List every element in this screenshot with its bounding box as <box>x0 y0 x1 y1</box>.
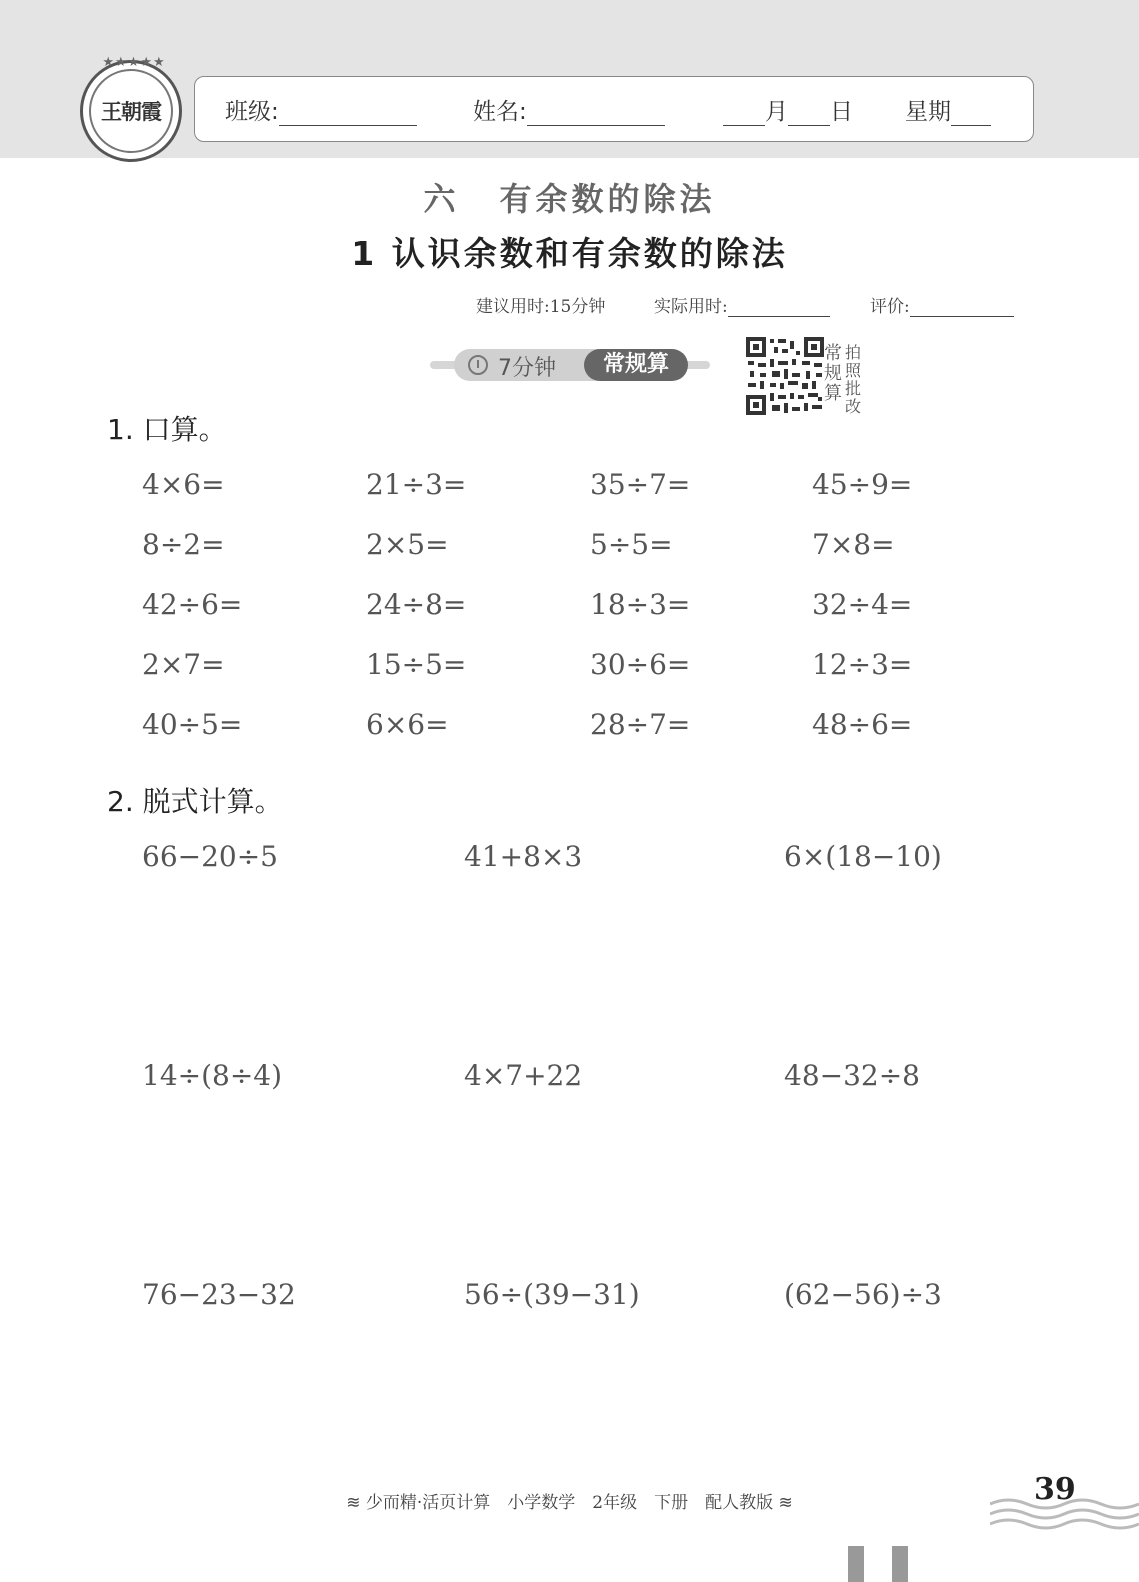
problem: 41+8×3 <box>464 840 583 873</box>
logo-inner-ring <box>89 69 173 153</box>
problem: 12÷3= <box>812 648 913 681</box>
qr-label-photo: 拍照批改 <box>844 343 861 416</box>
problem: 45÷9= <box>812 468 913 501</box>
problem: 28÷7= <box>590 708 691 741</box>
timer-type-label: 常规算 <box>584 349 688 381</box>
problem: (62−56)÷3 <box>784 1278 942 1311</box>
student-info-box <box>194 76 1034 142</box>
qr-code-icon[interactable] <box>746 337 824 415</box>
publisher-logo <box>80 55 182 162</box>
problem: 40÷5= <box>142 708 243 741</box>
timer-duration: 7分钟 <box>498 356 556 381</box>
rating-input-line[interactable] <box>910 297 1014 317</box>
weekday-label: 星期 <box>905 99 951 125</box>
class-field <box>225 93 417 126</box>
problem: 48÷6= <box>812 708 913 741</box>
problem: 18÷3= <box>590 588 691 621</box>
class-label: 班级: <box>225 99 279 125</box>
timer-badge <box>430 349 710 381</box>
month-input-line[interactable] <box>723 100 765 126</box>
name-field <box>473 93 665 126</box>
problem: 5÷5= <box>590 528 673 561</box>
unit-title <box>0 174 1139 220</box>
unit-name: 有余数的除法 <box>499 180 716 218</box>
problem: 2×5= <box>366 528 449 561</box>
name-input-line[interactable] <box>527 100 665 126</box>
weekday-field <box>905 93 991 126</box>
rating-label: 评价: <box>870 297 910 317</box>
month-label: 月 <box>765 99 788 125</box>
problem: 6×6= <box>366 708 449 741</box>
stopwatch-icon <box>468 355 488 375</box>
problem: 66−20÷5 <box>142 840 278 873</box>
lesson-title: 1 认识余数和有余数的除法 <box>351 234 788 273</box>
logo-text: 王朝霞 <box>101 99 161 124</box>
problem: 15÷5= <box>366 648 467 681</box>
unit-number: 六 <box>423 180 460 218</box>
problem: 14÷(8÷4) <box>142 1059 283 1092</box>
qr-label-regular: 常规算 <box>824 343 842 404</box>
problem: 6×(18−10) <box>784 840 942 873</box>
edge-tab-marker <box>848 1546 864 1582</box>
footer-book-info: ≋ 少而精·活页计算 小学数学 2年级 下册 配人教版 ≋ <box>346 1493 793 1513</box>
logo-stars: ★★★★★ <box>102 55 166 70</box>
problem: 2×7= <box>142 648 225 681</box>
problem: 42÷6= <box>142 588 243 621</box>
actual-time-label: 实际用时: <box>654 297 728 317</box>
problem: 30÷6= <box>590 648 691 681</box>
section2-title: 2. 脱式计算。 <box>107 785 283 818</box>
day-label: 日 <box>830 99 853 125</box>
problem: 48−32÷8 <box>784 1059 920 1092</box>
weekday-input-line[interactable] <box>951 100 991 126</box>
problem: 56÷(39−31) <box>464 1278 640 1311</box>
actual-time-input-line[interactable] <box>728 297 830 317</box>
problem: 4×6= <box>142 468 225 501</box>
problem: 76−23−32 <box>142 1278 296 1311</box>
problem: 4×7+22 <box>464 1059 583 1092</box>
day-input-line[interactable] <box>788 100 830 126</box>
actual-time-field <box>654 292 830 317</box>
edge-tab-marker <box>892 1546 908 1582</box>
problem: 8÷2= <box>142 528 225 561</box>
rating-field <box>870 292 1014 317</box>
wave-decoration-icon <box>990 1494 1139 1534</box>
section1-title: 1. 口算。 <box>107 413 227 446</box>
problem: 7×8= <box>812 528 895 561</box>
class-input-line[interactable] <box>279 100 417 126</box>
suggested-time: 建议用时:15分钟 <box>476 297 606 317</box>
name-label: 姓名: <box>473 99 527 125</box>
problem: 24÷8= <box>366 588 467 621</box>
page-number: 39 <box>1034 1472 1076 1507</box>
problem: 32÷4= <box>812 588 913 621</box>
problem: 21÷3= <box>366 468 467 501</box>
problem: 35÷7= <box>590 468 691 501</box>
date-field <box>723 93 853 126</box>
